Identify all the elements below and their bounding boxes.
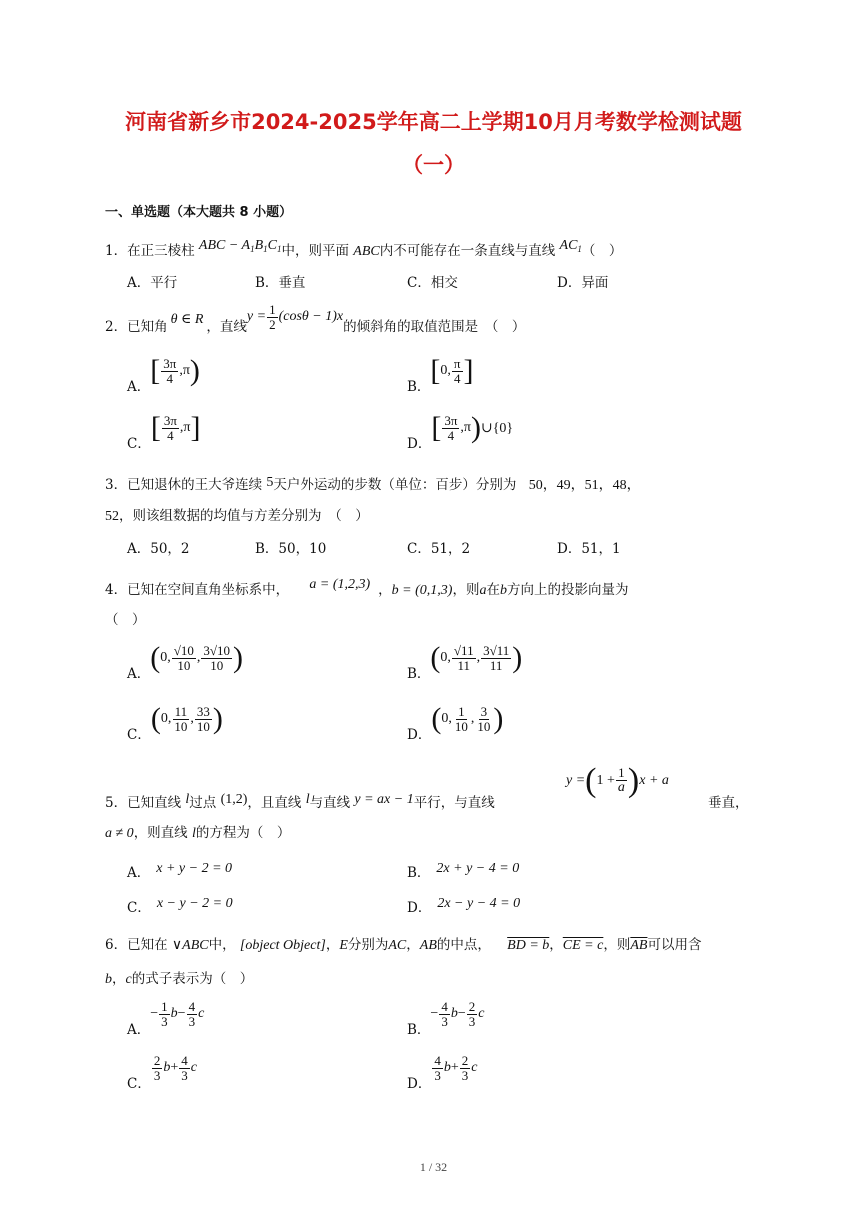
question-4: [105, 578, 628, 599]
vector-bd: BD = b: [507, 938, 550, 953]
segment-ac: AC: [388, 938, 407, 953]
m-part: y =: [246, 309, 267, 325]
q-text: 的方程为（ ）: [195, 825, 291, 841]
q1-option-b: B．垂直: [255, 275, 306, 291]
numerator: 4: [188, 999, 196, 1014]
question-2: [105, 302, 526, 339]
option-label: D．: [407, 436, 432, 452]
denominator: 10: [210, 657, 224, 673]
condition: a ≠ 0: [105, 826, 134, 841]
option-label: A．: [127, 1022, 151, 1039]
numerator: 11: [174, 703, 188, 719]
fraction: [187, 1000, 198, 1028]
vector-c: c: [125, 972, 132, 987]
m-part: y =: [566, 773, 586, 788]
question-number: 4．: [105, 582, 128, 598]
q6-option-c: [127, 1053, 197, 1093]
vector-b: b: [163, 1060, 171, 1076]
doc-title: 河南省新乡市2024-2025学年高二上学期10月月考数学检测试题: [125, 110, 742, 134]
q1-option-c: C．相交: [407, 275, 458, 291]
fraction: [432, 1054, 443, 1082]
option-label: B．: [407, 379, 431, 395]
option-equation: 2x − y − 4 = 0: [437, 896, 521, 911]
m-part: (cosθ − 1)x: [278, 309, 344, 325]
q-text: 垂直，: [708, 795, 749, 811]
question-6: [105, 933, 701, 954]
option-label: B．: [407, 1022, 431, 1039]
point: (1,2): [220, 792, 248, 807]
comma: ,: [476, 650, 481, 665]
fraction: [460, 1054, 471, 1082]
bracket: ]: [463, 354, 474, 387]
numerator: 4: [181, 1053, 188, 1068]
numerator: 4: [441, 999, 448, 1014]
q-text: 内不可能存在一条直线与直线: [379, 243, 556, 259]
segment-ab: AB: [419, 938, 437, 953]
numerator: 4: [434, 1053, 441, 1068]
numerator: 1: [458, 703, 465, 719]
bracket: ): [233, 641, 244, 674]
denominator: 10: [174, 718, 188, 734]
vector-c: c: [478, 1006, 485, 1022]
numerator: 3√11: [483, 642, 510, 658]
q6-option-b: [407, 999, 485, 1039]
vector-a: a = (1,2,3): [309, 577, 371, 592]
q-text: ，则直线: [133, 825, 188, 841]
denominator: 3: [441, 1013, 448, 1029]
q3-option-b: B．50，10: [255, 541, 327, 557]
denominator: 10: [177, 657, 191, 673]
doc-title-sub: （一）: [402, 153, 465, 177]
option-label: C．: [127, 727, 151, 743]
fraction: [475, 705, 492, 733]
q-text: ，则: [603, 937, 631, 953]
sign: +: [450, 1060, 459, 1076]
fraction: [159, 1000, 170, 1028]
option-label: A．: [127, 865, 151, 881]
fraction: [467, 1000, 478, 1028]
q-text: ，: [325, 937, 340, 953]
q-text: 已知在空间直角坐标系中，: [127, 582, 290, 598]
vector-c: c: [190, 1060, 197, 1076]
bracket: (: [430, 641, 441, 674]
q-text: 天户外运动的步数（单位：百步）分别为: [273, 477, 517, 493]
q4-option-c: [127, 702, 223, 743]
sign: −: [430, 1006, 439, 1022]
question-number: 2．: [105, 319, 128, 336]
q-text: ，: [378, 582, 392, 598]
q3-option-a: A．50，2: [127, 541, 190, 557]
line-equation: [247, 303, 343, 331]
q-text: 中，: [208, 937, 236, 953]
option-label: D．: [407, 727, 432, 743]
fraction: [201, 644, 232, 672]
denominator: 3: [468, 1013, 476, 1029]
q5-option-c: [127, 891, 233, 916]
bracket: [: [431, 411, 442, 444]
fraction: [481, 644, 511, 672]
bracket: [: [430, 354, 441, 387]
vector-b: b: [105, 972, 112, 987]
q5-equation-2: [566, 764, 669, 798]
q-text: ，: [112, 971, 126, 987]
denominator: 2: [269, 316, 276, 332]
m-part: 0,: [160, 650, 171, 665]
m-part: 0,: [441, 711, 452, 726]
option-equation: 2x + y − 4 = 0: [436, 861, 520, 876]
q-text: 可以用含: [647, 937, 702, 953]
equation: y = ax − 1: [354, 792, 414, 807]
fraction: [439, 1000, 450, 1028]
m-part: ,π: [460, 420, 471, 435]
bracket: (: [431, 702, 442, 735]
vector-b-ref: b: [499, 583, 507, 598]
bracket: ): [512, 641, 523, 674]
q-text: 平行，与直线: [413, 795, 495, 811]
denominator: 3: [161, 1013, 168, 1029]
sign: +: [170, 1060, 179, 1076]
question-number: 5．: [105, 795, 128, 811]
denominator: 4: [166, 370, 174, 386]
m-part: AC: [559, 238, 578, 253]
fraction: [152, 1054, 163, 1082]
q-text: 已知在: [127, 937, 168, 953]
q4-option-a: [127, 641, 244, 682]
numerator: 3π: [444, 412, 458, 428]
option-label: C．: [127, 1076, 151, 1093]
bracket: (: [150, 702, 161, 735]
q-text: 方向上的投影向量为: [506, 582, 629, 598]
q-text: 的倾斜角的取值范围是 （ ）: [343, 319, 526, 336]
sign: −: [177, 1006, 186, 1022]
point-d: [object Object]: [239, 938, 326, 953]
q-text: 的中点，: [436, 937, 491, 953]
vector-ab: $\overline{AB}$: [630, 938, 648, 953]
m-part: x + a: [639, 773, 669, 788]
numerator: √10: [173, 642, 194, 658]
prism-expression: [199, 238, 282, 253]
fraction: [172, 644, 196, 672]
option-label: B．: [407, 865, 431, 881]
q6-option-d: [407, 1053, 478, 1093]
numerator: 2: [468, 999, 476, 1014]
q-text: 分别为: [347, 937, 389, 953]
denominator: 11: [457, 657, 471, 673]
answer-blank: （ ）: [581, 243, 623, 259]
numerator: π: [453, 355, 461, 371]
sign: −: [457, 1006, 466, 1022]
option-label: A．: [127, 379, 151, 395]
bracket: ): [189, 354, 200, 387]
denominator: 3: [461, 1067, 469, 1083]
option-label: C．: [127, 900, 151, 916]
fraction: [452, 357, 463, 385]
bracket: [: [150, 411, 161, 444]
m-part: C: [267, 238, 277, 253]
q1-option-a: A．平行: [127, 275, 178, 291]
q2-option-c: [127, 411, 201, 452]
point-e: E: [339, 938, 348, 953]
fraction: [172, 705, 189, 733]
option-label: A．: [127, 666, 151, 682]
q4-option-b: [407, 641, 523, 682]
line-l: l: [305, 792, 310, 807]
option-equation: x − y − 2 = 0: [156, 896, 233, 911]
q2-option-a: [127, 354, 200, 395]
page-number: 1 / 32: [419, 1160, 448, 1174]
q2-option-d: [407, 411, 514, 452]
days-count: 5: [266, 475, 274, 490]
numerator: 3π: [163, 355, 177, 371]
fraction: [162, 414, 179, 442]
m-part: 0,: [160, 711, 172, 726]
numerator: 2: [461, 1053, 469, 1068]
numerator: 2: [153, 1053, 161, 1068]
fraction: [179, 1054, 190, 1082]
q3-option-c: C．51，2: [407, 541, 471, 557]
denominator: 3: [153, 1067, 161, 1083]
m-part: ,π: [179, 420, 191, 435]
q5-option-b: [407, 856, 520, 881]
fraction: [161, 357, 178, 385]
vector-ce: CE = c: [562, 938, 604, 953]
question-5: [105, 791, 495, 812]
option-label: D．: [407, 1076, 432, 1093]
union-set: ∪{0}: [480, 420, 514, 436]
answer-blank: （ ）: [105, 612, 146, 628]
question-number: 3．: [105, 477, 128, 493]
q-text: 已知退休的王大爷连续: [127, 477, 263, 493]
data-value: 52: [105, 509, 119, 524]
fraction: [616, 766, 627, 795]
data-values: 50，49，51，48，: [528, 478, 641, 493]
fraction: [442, 414, 459, 442]
question-number: 6．: [105, 937, 128, 953]
line-label: [560, 238, 582, 253]
denominator: 3: [181, 1067, 188, 1083]
bracket: (: [150, 641, 161, 674]
denominator: 4: [453, 370, 461, 386]
question-3-line2: [105, 504, 369, 525]
denominator: a: [617, 779, 625, 795]
q5-option-d: [407, 891, 521, 916]
m-part: 0,: [440, 363, 451, 378]
denominator: 10: [477, 718, 491, 734]
q6-option-a: [127, 999, 205, 1039]
q-text: 的式子表示为（ ）: [131, 971, 254, 987]
fraction: [195, 705, 212, 733]
denominator: 10: [454, 718, 468, 734]
m-sub: 1: [276, 244, 282, 254]
question-number: 1．: [105, 243, 128, 259]
bracket: ): [493, 702, 504, 735]
q1-option-d: D．异面: [557, 275, 609, 291]
q2-option-b: [407, 354, 474, 395]
denominator: 3: [434, 1067, 441, 1083]
denominator: 10: [196, 718, 210, 734]
sign: −: [150, 1006, 159, 1022]
q-text: ，: [549, 937, 563, 953]
q-text: ，则: [452, 582, 480, 598]
q5-option-a: [127, 856, 233, 881]
question-6-line2: [105, 967, 253, 988]
q-text: 已知直线: [127, 795, 182, 811]
numerator: 1: [269, 302, 276, 317]
option-label: D．: [407, 900, 432, 916]
vector-b: b: [170, 1006, 178, 1022]
q-text: ，: [406, 937, 420, 953]
vector-b: b: [450, 1006, 458, 1022]
numerator: √11: [453, 642, 474, 658]
m-part: ,π: [179, 363, 190, 378]
q-text: 中，则平面: [281, 243, 349, 259]
question-1: [105, 239, 622, 260]
question-3: [105, 473, 641, 494]
numerator: 1: [618, 765, 625, 781]
m-part: 1 +: [596, 773, 615, 788]
vector-c: c: [198, 1006, 205, 1022]
q3-option-d: D．51，1: [557, 541, 621, 557]
vector-b: b: [443, 1060, 451, 1076]
q-text: ，且直线: [247, 795, 302, 811]
m-sub: 1: [263, 244, 268, 254]
q-text: 与直线: [309, 795, 351, 811]
denominator: 4: [167, 427, 174, 443]
comma: ,: [470, 711, 475, 726]
vector-b: b = (0,1,3): [391, 583, 453, 598]
option-label: B．: [407, 666, 431, 682]
numerator: 1: [161, 999, 168, 1014]
m-part: 0,: [440, 650, 451, 665]
question-5-line2: [105, 821, 290, 842]
fraction: [452, 644, 476, 672]
bracket: ]: [190, 411, 201, 444]
m-part: B: [254, 238, 264, 253]
fraction: [453, 705, 470, 733]
option-equation: x + y − 2 = 0: [156, 861, 233, 876]
bracket: ): [627, 762, 640, 799]
condition: θ ∈ R: [170, 311, 204, 327]
vector-c: c: [471, 1060, 478, 1076]
denominator: 11: [489, 657, 503, 673]
section-heading: 一、单选题（本大题共 8 小题）: [105, 205, 293, 220]
m-sub: 1: [577, 244, 582, 254]
line-l: l: [185, 792, 190, 807]
m-sub: 1: [250, 244, 255, 254]
vector-a-ref: a: [479, 583, 487, 598]
numerator: 3: [480, 703, 488, 719]
option-label: C．: [127, 436, 151, 452]
plane-label: ABC: [353, 244, 380, 259]
q-text: 在正三棱柱: [127, 243, 195, 259]
bracket: [: [150, 354, 161, 387]
line-l: l: [191, 826, 196, 841]
numerator: 3π: [163, 412, 177, 428]
triangle: ∨ABC: [171, 938, 209, 953]
q-text: ，则该组数据的均值与方差分别为 （ ）: [119, 508, 369, 524]
bracket: (: [585, 762, 597, 799]
denominator: 3: [188, 1013, 196, 1029]
denominator: 4: [447, 427, 455, 443]
q4-option-d: [407, 702, 504, 743]
fraction: [267, 303, 278, 331]
comma: ,: [190, 711, 194, 726]
q-text: 过点: [189, 795, 217, 811]
q-text: 已知角: [127, 319, 168, 336]
bracket: ): [212, 702, 223, 735]
numerator: 33: [196, 703, 210, 719]
q-text: 在: [486, 582, 500, 598]
q-text: ，直线: [206, 319, 247, 336]
comma: ,: [196, 650, 201, 665]
m-part: ABC − A: [198, 238, 251, 253]
bracket: ): [470, 411, 481, 444]
numerator: 3√10: [203, 642, 231, 658]
